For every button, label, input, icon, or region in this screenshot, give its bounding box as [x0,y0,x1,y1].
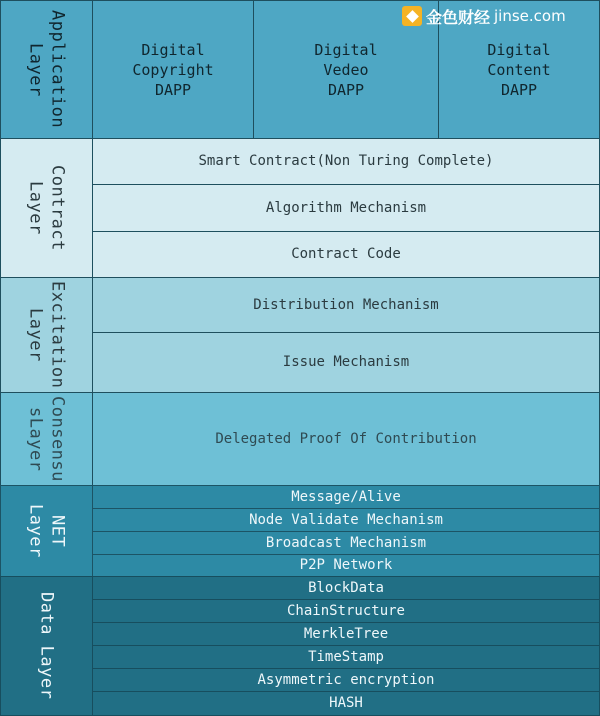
contract-layer-label: Contract Layer [0,138,93,278]
watermark-domain: jinse.com [494,7,566,25]
block-data-row: BlockData [92,576,600,600]
net-layer-label: NET Layer [0,485,93,577]
broadcast-mechanism-row: Broadcast Mechanism [92,531,600,555]
merkle-tree-row: MerkleTree [92,622,600,646]
chain-structure-row: ChainStructure [92,599,600,623]
application-layer-label: Application Layer [0,0,93,139]
consensus-layer-label: Consensu sLayer [0,392,93,486]
p2p-network-row: P2P Network [92,554,600,577]
smart-contract-row: Smart Contract(Non Turing Complete) [92,138,600,185]
digital-video-dapp: Digital Vedeo DAPP [253,0,439,139]
jinse-logo-icon [402,6,422,26]
node-validate-mechanism-row: Node Validate Mechanism [92,508,600,532]
asymmetric-encryption-row: Asymmetric encryption [92,668,600,692]
excitation-layer-label: Excitation Layer [0,277,93,393]
watermark-brand: 金色财经 [426,7,491,27]
message-alive-row: Message/Alive [92,485,600,509]
contract-code-row: Contract Code [92,231,600,278]
digital-content-dapp: Digital Content DAPP [438,0,600,139]
hash-row: HASH [92,691,600,716]
digital-copyright-dapp: Digital Copyright DAPP [92,0,254,139]
issue-mechanism-row: Issue Mechanism [92,332,600,393]
algorithm-mechanism-row: Algorithm Mechanism [92,184,600,232]
delegated-proof-of-contribution-row: Delegated Proof Of Contribution [92,392,600,486]
timestamp-row: TimeStamp [92,645,600,669]
distribution-mechanism-row: Distribution Mechanism [92,277,600,333]
jinse-watermark [402,4,566,28]
data-layer-label: Data Layer [0,576,93,716]
